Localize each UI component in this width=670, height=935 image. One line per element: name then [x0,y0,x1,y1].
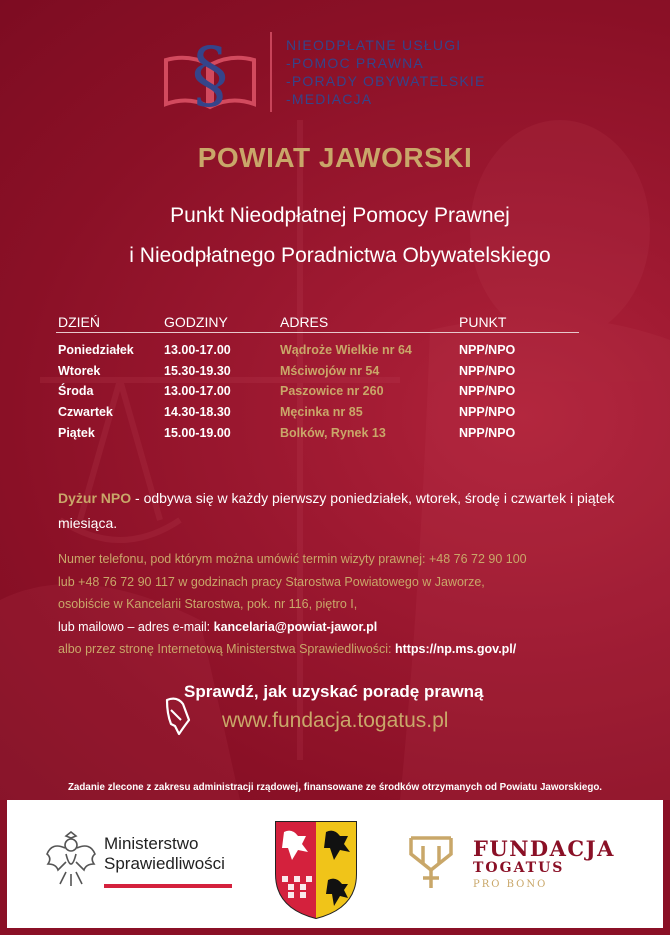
contact-info [58,548,658,661]
page-title: POWIAT JAWORSKI [197,142,473,173]
logo-line-4: -MEDIACJA [286,91,373,107]
subtitle-line-1: Punkt Nieodpłatnej Pomocy Prawnej [170,204,510,227]
row-day: Czwartek [58,405,113,419]
ministry-line-1: Ministerstwo [104,834,199,853]
row-point: NPP/NPO [459,405,516,419]
foundation-tagline: PRO BONO [473,879,548,890]
foundation-website-link[interactable]: www.fundacja.togatus.pl [222,709,449,732]
book-paragraph-icon [160,30,260,114]
row-address: Bolków, Rynek 13 [280,426,386,440]
table-header-rule [56,332,579,333]
row-address: Męcinka nr 85 [280,405,363,419]
svg-text:§: § [191,32,229,114]
logo-line-1: NIEODPŁATNE USŁUGI [286,37,462,53]
info-line-5 [58,638,658,661]
row-hours: 15.00-19.00 [164,426,231,440]
row-address: Mściwojów nr 54 [280,364,380,378]
row-day: Poniedziałek [58,343,134,357]
duty-text: - odbywa się w każdy pierwszy poniedziałek, wtorek, środę i czwartek i piątek miesiąca. [58,490,615,531]
info-line-4 [58,616,658,639]
header-day: DZIEŃ [58,314,100,330]
duty-paragraph [58,486,658,536]
info-line-5-prefix: albo przez stronę Internetową Ministerstwa Sprawiedliwości: [58,642,395,656]
ministry-red-bar [104,884,232,888]
row-day: Środa [58,384,94,398]
row-hours: 13.00-17.00 [164,384,231,398]
jawor-county-coat-of-arms [272,818,360,922]
ministry-line-2: Sprawiedliwości [104,854,225,873]
row-point: NPP/NPO [459,343,516,357]
pointing-hand-icon [163,694,191,740]
info-line-4-prefix: lub mailowo – adres e-mail: [58,619,214,634]
header-address: ADRES [280,314,329,330]
togatus-logo-icon [407,834,455,890]
info-line-3: osobiście w Kancelarii Starostwa, pok. nr 116, piętro I, [58,597,358,611]
foundation-name: FUNDACJA [473,836,615,861]
row-hours: 13.00-17.00 [164,343,231,357]
logo-divider [270,32,272,112]
info-line-2: lub +48 76 72 90 117 w godzinach pracy Starostwa Powiatowego w Jaworze, [58,574,485,589]
row-point: NPP/NPO [459,384,516,398]
row-address: Paszowice nr 260 [280,384,384,398]
row-hours: 14.30-18.30 [164,405,231,419]
row-hours: 15.30-19.30 [164,364,231,378]
row-address: Wądroże Wielkie nr 64 [280,343,412,357]
header-point: PUNKT [459,314,507,330]
header-hours: GODZINY [164,314,228,330]
footer-logos [0,800,670,935]
funding-note: Zadanie zlecone z zakresu administracji rządowej, finansowane ze środków otrzymanych od Powiatu Jaworskiego. [67,782,603,793]
row-point: NPP/NPO [459,364,516,378]
email-link[interactable]: kancelaria@powiat-jawor.pl [213,619,378,634]
info-line-1: Numer telefonu, pod którym można umówić termin wizyty prawnej: +48 76 72 90 100 [58,552,527,566]
polish-eagle-icon [44,828,98,890]
subtitle-line-2: i Nieodpłatnego Poradnictwa Obywatelskiego [129,244,551,267]
foundation-name-2: TOGATUS [473,860,565,876]
cta-text: Sprawdź, jak uzyskać poradę prawną [184,682,484,701]
row-point: NPP/NPO [459,426,516,440]
logo-line-2: -POMOC PRAWNA [286,55,424,71]
row-day: Piątek [58,426,95,440]
logo-nieodplatne-uslugi [160,30,560,114]
logo-line-3: -PORADY OBYWATELSKIE [286,73,486,89]
duty-label: Dyżur NPO [58,490,132,506]
ministry-url-link[interactable]: https://np.ms.gov.pl/ [394,642,517,656]
row-day: Wtorek [58,364,101,378]
